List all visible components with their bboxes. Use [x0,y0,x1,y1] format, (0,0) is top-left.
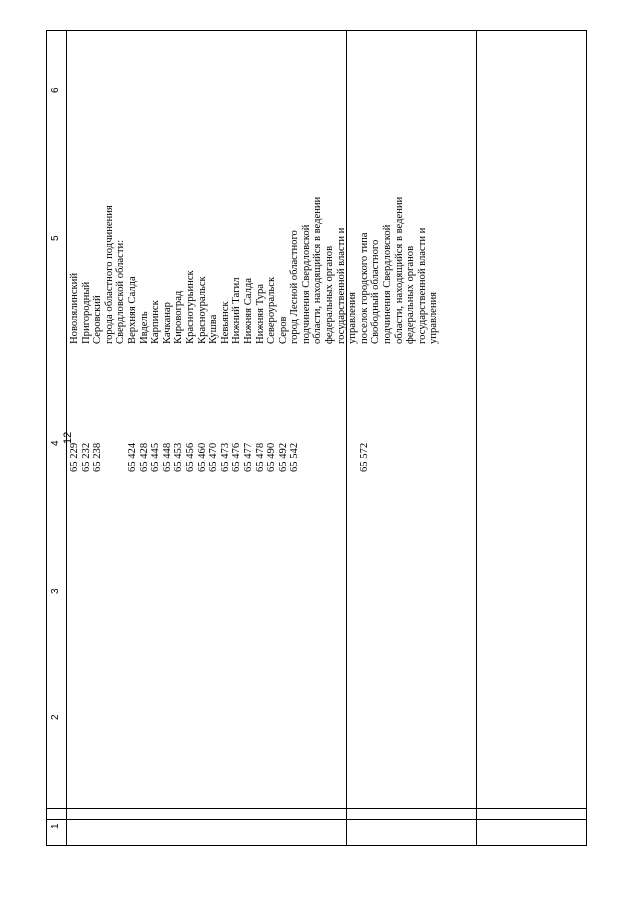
table-cell-name-line: государственной власти и [335,227,347,344]
table-cell-code-line [324,342,336,472]
table-cell-code-line: 65 232 [80,442,92,472]
table-cell-code-line: 65 238 [92,442,104,472]
table-cell-code-line: 65 473 [219,442,231,472]
table-cell-code-line: 65 445 [150,442,162,472]
table-cell-name-line: Новолялинский [69,272,80,344]
table-cell-name-line: Карпинск [150,300,162,344]
table-cell-code-line: 65 478 [254,442,266,472]
page-number: 12 [62,431,74,444]
table-cell-name-line: Невьянск [219,301,231,344]
table-cell-code-line: 65 542 [289,442,301,472]
column-header-1: 1 [50,823,61,829]
table-cell-code-line: 65 476 [231,442,243,472]
table-cell-code-line [115,342,127,472]
table-cell-name-line: государственной власти и [416,227,428,344]
table-cell-name-line: города областного подчинения [103,205,115,344]
table-cell-name-line: Нижняя Тура [254,284,266,344]
table-cell-code-line: 65 448 [161,442,173,472]
header-band-line [46,819,587,820]
table-cell-name-line: Качканар [161,302,173,344]
table-cell-code-line [312,342,324,472]
table-cell-name-line: Нижняя Салда [242,278,254,344]
table-cell-code-line: 65 453 [173,442,185,472]
table-cell-name-line: Ивдель [138,311,150,344]
table-cell-name-line: Кировоград [173,290,185,344]
column-header-5: 5 [50,235,61,241]
column-header-6: 6 [50,87,61,93]
table-cell-code-line: 65 490 [266,442,278,472]
table-cell-name-line: Кушва [208,314,220,344]
table-cell-name-line: управления [347,291,359,344]
table-cell-code-line [104,342,116,472]
table-cell-name-line: области, находящийся в ведении [393,196,405,344]
header-separator-line [46,808,587,809]
table-cell-code-line: 65 460 [196,442,208,472]
table-cell-name-line: Серов [277,316,289,344]
column-header-2: 2 [50,714,61,720]
table-cell-code-line: 65 229 [69,442,80,472]
column-header-3: 3 [50,588,61,594]
table-cell-name-line: Верхняя Салда [126,276,138,344]
column-6-text [69,342,370,472]
table-cell-name-line: Нижний Тагил [231,277,243,344]
table-cell-code-line [347,342,359,472]
table-cell-name-line: Североуральск [266,276,278,344]
table-cell-name-line: Свободный областного [370,239,382,344]
table-cell-code-line: 65 428 [138,442,150,472]
table-cell-name-line: федеральных органов [324,245,336,344]
table-cell-code-line [336,342,348,472]
table-cell-name-line: поселок городского типа [358,232,370,344]
table-cell-code-line: 65 424 [126,442,138,472]
table-cell-name-line: федеральных органов [405,245,417,344]
table-cell-code-line [301,342,313,472]
table-cell-code-line: 65 470 [208,442,220,472]
table-cell-code-line: 65 572 [358,442,370,472]
column-header-4: 4 [50,440,61,446]
column-divider-5-6 [476,30,477,846]
table-cell-name-line: подчинения Свердловской [382,224,394,344]
table-cell-name-line: подчинения Свердловской [300,224,312,344]
table-cell-name-line: Серовский [92,295,104,344]
table-cell-name-line: город Лесной областного [289,230,301,344]
table-cell-name-line: Свердловской области: [115,239,127,344]
table-cell-code-line: 65 456 [184,442,196,472]
table-cell-code-line: 65 477 [242,442,254,472]
table-cell-name-line: управления [428,291,440,344]
table-cell-name-line: Красноуральск [196,276,208,344]
table-cell-name-line: области, находящийся в ведении [312,196,324,344]
table-cell-name-line: Краснотурьинск [184,270,196,344]
table-cell-code-line: 65 492 [277,442,289,472]
table-cell-name-line: Пригородный [80,281,92,344]
column-5-text [69,4,440,344]
column-divider-header [66,30,67,846]
